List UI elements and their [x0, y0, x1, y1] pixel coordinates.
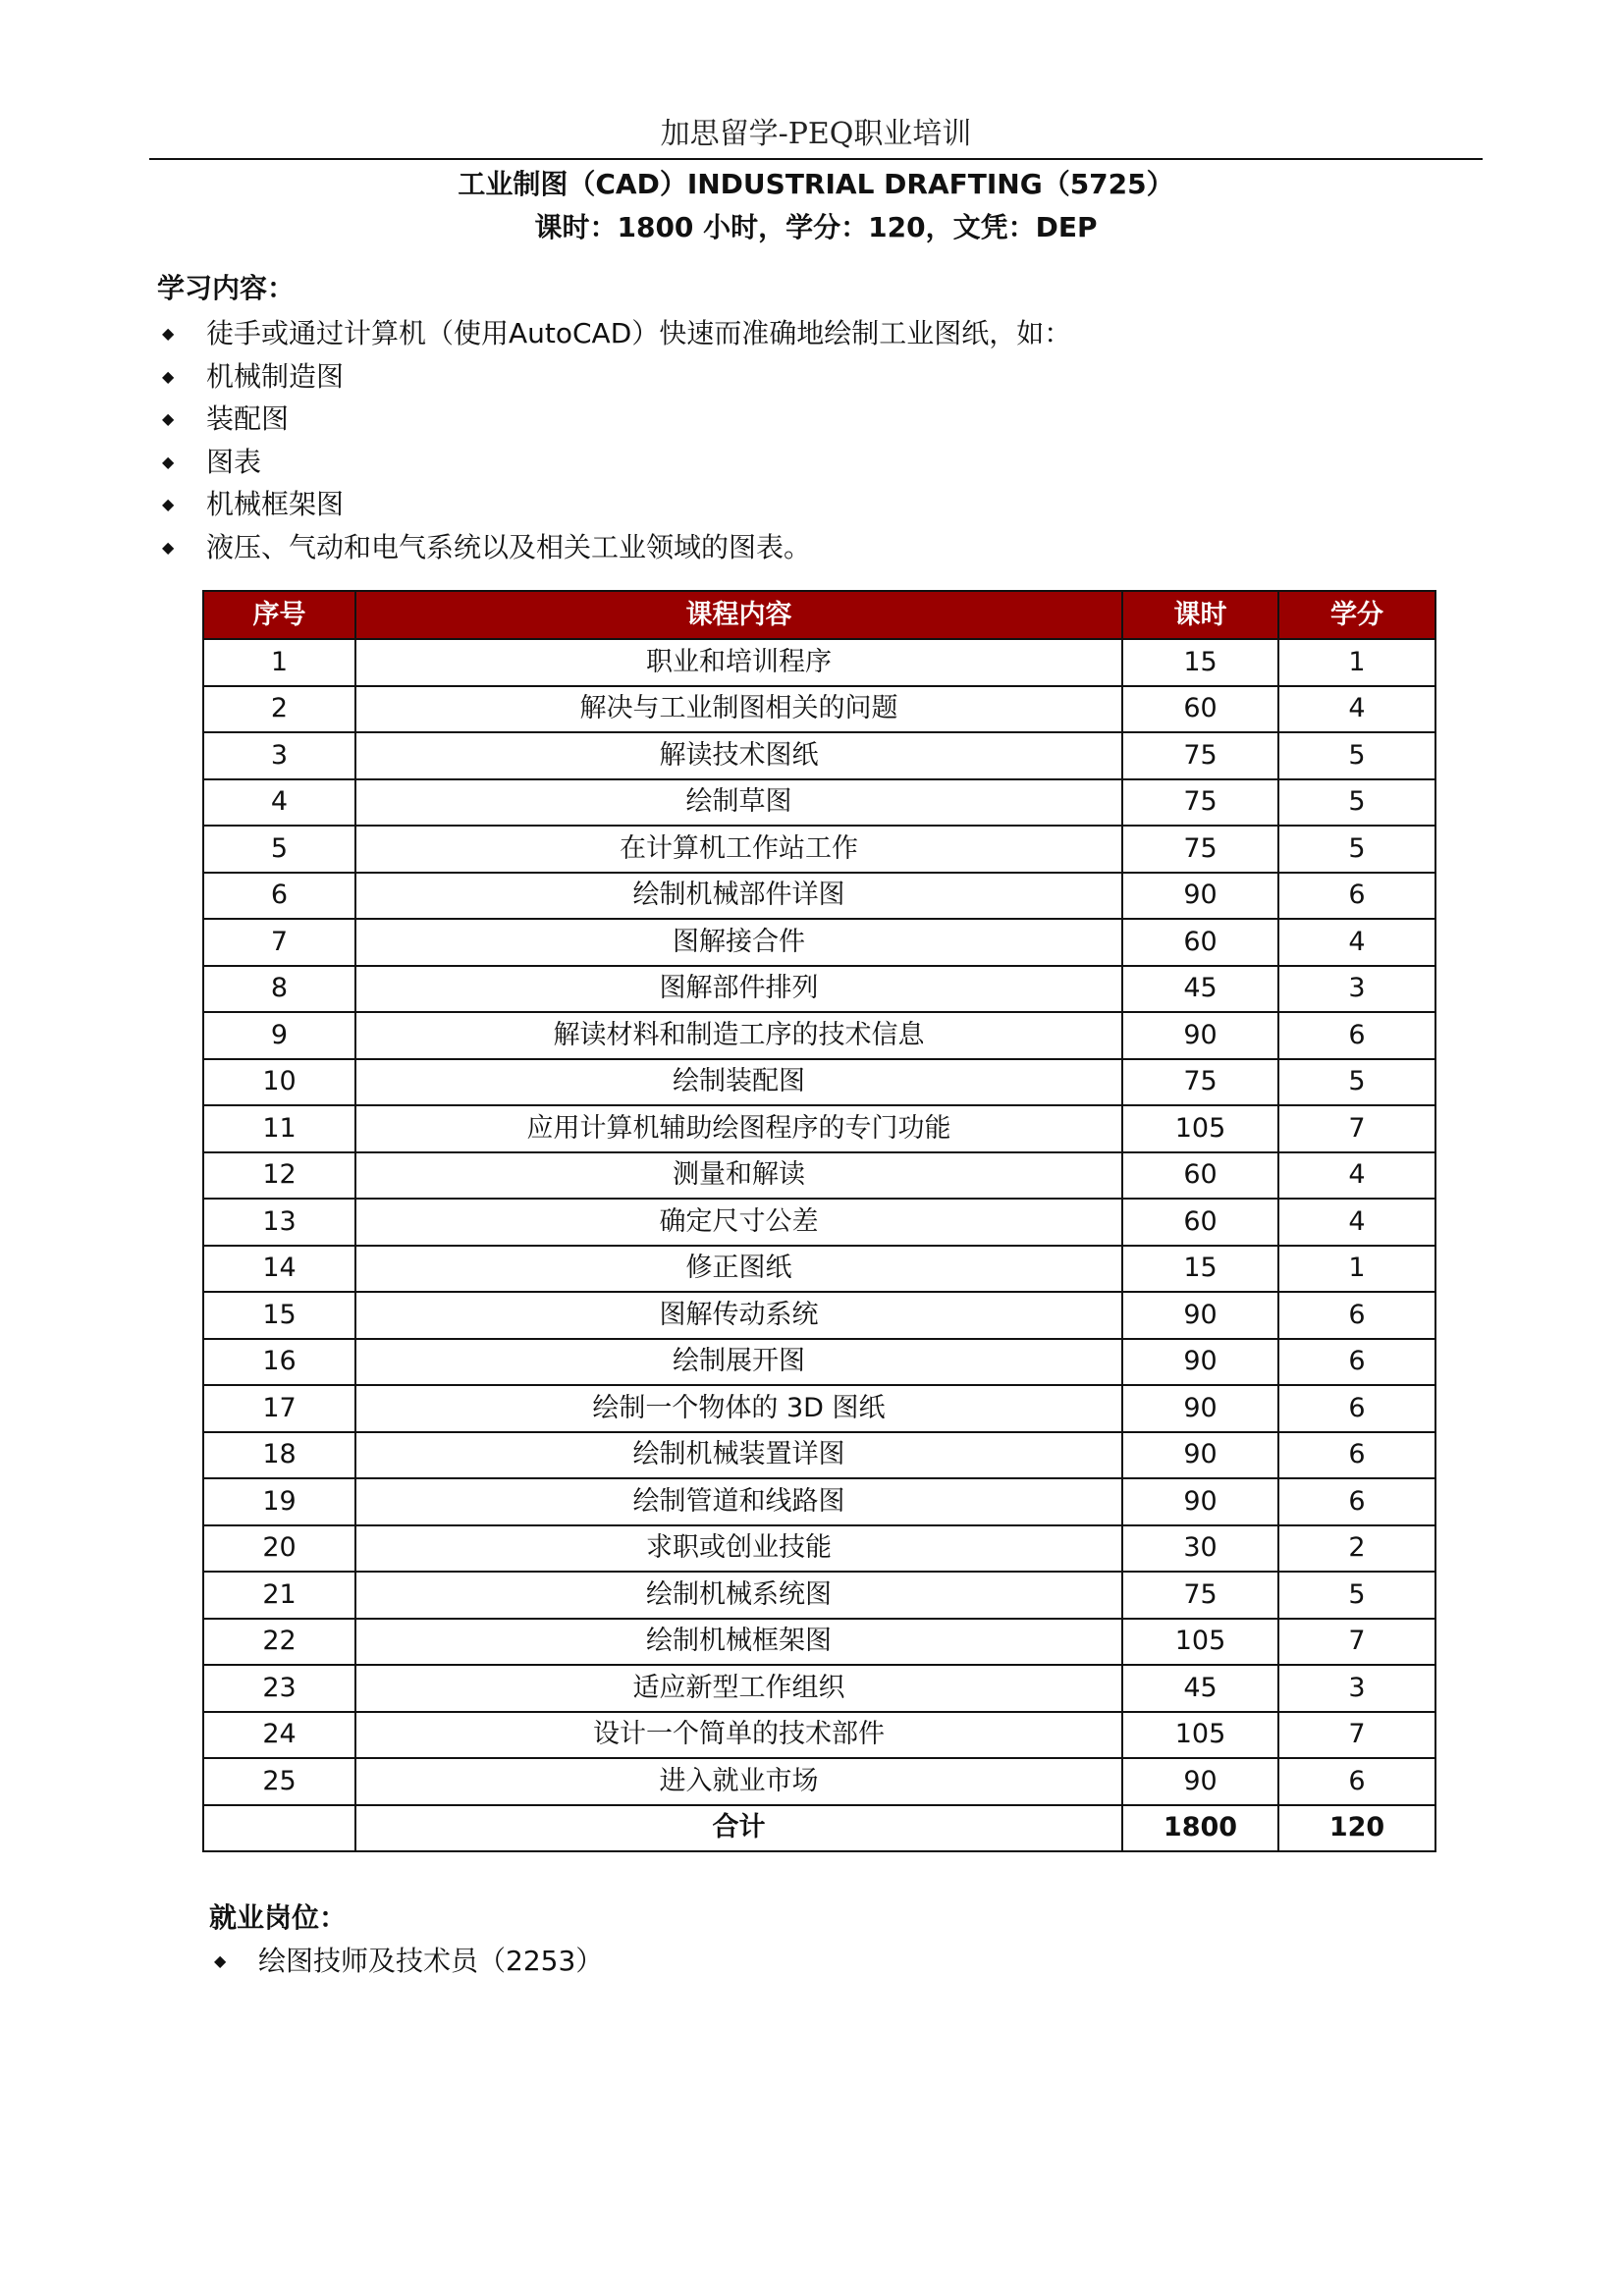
total-cell-hours: 1800 [1122, 1805, 1278, 1852]
learning-list-item-text: 图表 [206, 445, 262, 478]
table-row [203, 1432, 1435, 1479]
table-row [203, 1385, 1435, 1432]
table-row [203, 1572, 1435, 1619]
cell-credits: 5 [1278, 779, 1435, 827]
cell-course: 图解部件排列 [355, 966, 1122, 1013]
employment-list-item-text: 绘图技师及技术员（2253） [258, 1945, 604, 1977]
cell-number: 5 [203, 826, 355, 873]
page-header: 加思留学-PEQ职业培训 [660, 117, 972, 151]
header-cell-credits: 学分 [1278, 591, 1435, 639]
cell-credits: 6 [1278, 1292, 1435, 1339]
cell-credits: 2 [1278, 1525, 1435, 1573]
table-row [203, 1758, 1435, 1805]
cell-hours: 30 [1122, 1525, 1278, 1573]
cell-course: 绘制一个物体的 3D 图纸 [355, 1385, 1122, 1432]
cell-credits: 6 [1278, 1339, 1435, 1386]
learning-list-item [157, 483, 1071, 526]
cell-number: 24 [203, 1712, 355, 1759]
cell-number: 3 [203, 732, 355, 779]
cell-number: 9 [203, 1012, 355, 1059]
cell-hours: 75 [1122, 826, 1278, 873]
cell-hours: 105 [1122, 1105, 1278, 1152]
employment-heading: 就业岗位： [209, 1901, 348, 1934]
cell-hours: 90 [1122, 1432, 1278, 1479]
table-row [203, 779, 1435, 827]
document-title: 工业制图（CAD）INDUSTRIAL DRAFTING（5725） [458, 168, 1174, 200]
cell-hours: 75 [1122, 1059, 1278, 1106]
bullet-icon: ◆ [214, 1951, 227, 1970]
cell-number: 21 [203, 1572, 355, 1619]
cell-number: 12 [203, 1152, 355, 1200]
cell-credits: 3 [1278, 1665, 1435, 1712]
cell-credits: 6 [1278, 1385, 1435, 1432]
learning-list-item [157, 355, 1071, 399]
cell-number: 25 [203, 1758, 355, 1805]
cell-course: 应用计算机辅助绘图程序的专门功能 [355, 1105, 1122, 1152]
cell-credits: 6 [1278, 873, 1435, 920]
learning-list [157, 312, 1071, 568]
bullet-icon: ◆ [162, 452, 175, 471]
table-row [203, 732, 1435, 779]
cell-credits: 6 [1278, 1432, 1435, 1479]
header-cell-course: 课程内容 [355, 591, 1122, 639]
table-row [203, 1199, 1435, 1246]
total-row [203, 1805, 1435, 1852]
table-row [203, 826, 1435, 873]
cell-course: 绘制装配图 [355, 1059, 1122, 1106]
cell-number: 19 [203, 1478, 355, 1525]
cell-credits: 6 [1278, 1012, 1435, 1059]
cell-course: 绘制机械部件详图 [355, 873, 1122, 920]
cell-credits: 4 [1278, 919, 1435, 966]
bullet-icon: ◆ [162, 324, 175, 343]
cell-hours: 60 [1122, 1199, 1278, 1246]
total-cell-course: 合计 [355, 1805, 1122, 1852]
table-row [203, 1105, 1435, 1152]
learning-list-item-text: 液压、气动和电气系统以及相关工业领域的图表。 [206, 530, 812, 563]
header-cell-number: 序号 [203, 591, 355, 639]
cell-number: 11 [203, 1105, 355, 1152]
cell-credits: 6 [1278, 1758, 1435, 1805]
cell-hours: 105 [1122, 1712, 1278, 1759]
learning-heading: 学习内容： [157, 272, 296, 304]
cell-course: 职业和培训程序 [355, 639, 1122, 686]
cell-course: 图解接合件 [355, 919, 1122, 966]
cell-credits: 6 [1278, 1478, 1435, 1525]
cell-credits: 4 [1278, 686, 1435, 733]
cell-credits: 4 [1278, 1152, 1435, 1200]
learning-list-item-text: 机械制造图 [206, 359, 345, 393]
cell-course: 修正图纸 [355, 1246, 1122, 1293]
cell-number: 6 [203, 873, 355, 920]
learning-list-item [157, 312, 1071, 355]
cell-credits: 7 [1278, 1712, 1435, 1759]
cell-course: 绘制展开图 [355, 1339, 1122, 1386]
cell-course: 解读材料和制造工序的技术信息 [355, 1012, 1122, 1059]
table-row [203, 639, 1435, 686]
cell-hours: 75 [1122, 732, 1278, 779]
cell-hours: 60 [1122, 686, 1278, 733]
learning-list-item-text: 机械框架图 [206, 488, 345, 520]
learning-list-item-text: 装配图 [206, 402, 290, 435]
table-row [203, 1152, 1435, 1200]
cell-course: 解读技术图纸 [355, 732, 1122, 779]
cell-course: 绘制机械框架图 [355, 1619, 1122, 1666]
cell-number: 15 [203, 1292, 355, 1339]
cell-course: 绘制机械装置详图 [355, 1432, 1122, 1479]
bullet-icon: ◆ [162, 409, 175, 428]
table-row [203, 1525, 1435, 1573]
table-row [203, 873, 1435, 920]
cell-credits: 3 [1278, 966, 1435, 1013]
cell-number: 23 [203, 1665, 355, 1712]
table-row [203, 1619, 1435, 1666]
table-row [203, 1665, 1435, 1712]
bullet-icon: ◆ [162, 537, 175, 557]
cell-hours: 75 [1122, 779, 1278, 827]
table-row [203, 1246, 1435, 1293]
cell-hours: 90 [1122, 1292, 1278, 1339]
cell-hours: 60 [1122, 919, 1278, 966]
cell-credits: 7 [1278, 1105, 1435, 1152]
learning-list-item [157, 526, 1071, 569]
cell-number: 1 [203, 639, 355, 686]
table-header-row [203, 591, 1435, 639]
cell-hours: 15 [1122, 1246, 1278, 1293]
cell-number: 7 [203, 919, 355, 966]
table-row [203, 686, 1435, 733]
cell-course: 设计一个简单的技术部件 [355, 1712, 1122, 1759]
cell-credits: 5 [1278, 826, 1435, 873]
cell-course: 适应新型工作组织 [355, 1665, 1122, 1712]
cell-course: 测量和解读 [355, 1152, 1122, 1200]
cell-hours: 90 [1122, 873, 1278, 920]
header-rule [149, 158, 1483, 160]
table-row [203, 1478, 1435, 1525]
cell-number: 20 [203, 1525, 355, 1573]
cell-hours: 15 [1122, 639, 1278, 686]
cell-credits: 7 [1278, 1619, 1435, 1666]
table-row [203, 1339, 1435, 1386]
cell-course: 求职或创业技能 [355, 1525, 1122, 1573]
table-row [203, 1292, 1435, 1339]
document-subtitle: 课时：1800 小时，学分：120，文凭：DEP [534, 211, 1098, 243]
cell-credits: 5 [1278, 1059, 1435, 1106]
cell-number: 4 [203, 779, 355, 827]
cell-number: 18 [203, 1432, 355, 1479]
cell-hours: 90 [1122, 1758, 1278, 1805]
cell-credits: 5 [1278, 1572, 1435, 1619]
learning-list-item [157, 441, 1071, 484]
cell-number: 17 [203, 1385, 355, 1432]
employment-list-item [209, 1940, 603, 1983]
cell-hours: 105 [1122, 1619, 1278, 1666]
cell-hours: 75 [1122, 1572, 1278, 1619]
cell-course: 进入就业市场 [355, 1758, 1122, 1805]
employment-list [209, 1940, 603, 1983]
table-row [203, 1012, 1435, 1059]
cell-course: 绘制草图 [355, 779, 1122, 827]
cell-credits: 1 [1278, 639, 1435, 686]
learning-list-item-text: 徒手或通过计算机（使用AutoCAD）快速而准确地绘制工业图纸，如： [206, 317, 1072, 349]
table-body [203, 639, 1435, 1851]
learning-list-item [157, 398, 1071, 441]
total-cell-credits: 120 [1278, 1805, 1435, 1852]
cell-number: 2 [203, 686, 355, 733]
table-row [203, 1059, 1435, 1106]
cell-course: 绘制机械系统图 [355, 1572, 1122, 1619]
cell-hours: 45 [1122, 1665, 1278, 1712]
bullet-icon: ◆ [162, 366, 175, 386]
cell-credits: 1 [1278, 1246, 1435, 1293]
cell-credits: 4 [1278, 1199, 1435, 1246]
cell-course: 在计算机工作站工作 [355, 826, 1122, 873]
table-row [203, 919, 1435, 966]
cell-number: 13 [203, 1199, 355, 1246]
cell-number: 10 [203, 1059, 355, 1106]
cell-credits: 5 [1278, 732, 1435, 779]
cell-course: 解决与工业制图相关的问题 [355, 686, 1122, 733]
cell-number: 14 [203, 1246, 355, 1293]
course-table [202, 590, 1436, 1852]
cell-number: 16 [203, 1339, 355, 1386]
table-row [203, 1712, 1435, 1759]
cell-hours: 90 [1122, 1478, 1278, 1525]
total-cell-number [203, 1805, 355, 1852]
cell-course: 图解传动系统 [355, 1292, 1122, 1339]
cell-course: 确定尺寸公差 [355, 1199, 1122, 1246]
cell-hours: 60 [1122, 1152, 1278, 1200]
cell-course: 绘制管道和线路图 [355, 1478, 1122, 1525]
cell-hours: 90 [1122, 1012, 1278, 1059]
header-cell-hours: 课时 [1122, 591, 1278, 639]
cell-number: 8 [203, 966, 355, 1013]
cell-hours: 90 [1122, 1385, 1278, 1432]
cell-hours: 45 [1122, 966, 1278, 1013]
cell-number: 22 [203, 1619, 355, 1666]
bullet-icon: ◆ [162, 495, 175, 513]
cell-hours: 90 [1122, 1339, 1278, 1386]
table-row [203, 966, 1435, 1013]
